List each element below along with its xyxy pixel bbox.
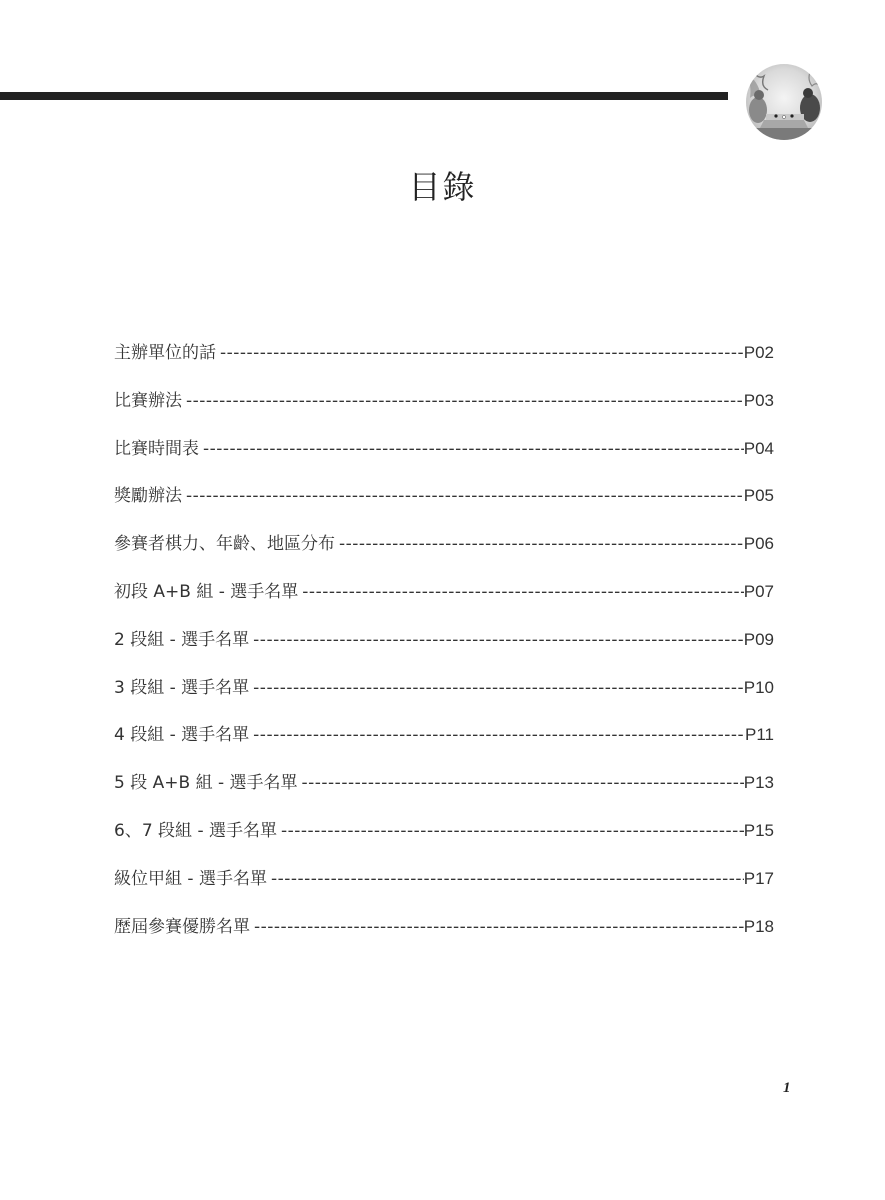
- toc-entry-label: 5 段 A+B 組 - 選手名單: [114, 773, 298, 794]
- toc-entry[interactable]: [114, 623, 774, 671]
- toc-dot-leader: [186, 384, 744, 418]
- toc-entry[interactable]: [114, 671, 774, 719]
- go-players-emblem-icon: [742, 62, 826, 142]
- toc-entry-page: P11: [745, 725, 774, 745]
- toc-dot-leader: [253, 718, 745, 752]
- toc-entry[interactable]: [114, 718, 774, 766]
- toc-dot-leader: [281, 814, 744, 848]
- toc-dot-leader: [203, 432, 744, 466]
- toc-entry[interactable]: [114, 910, 774, 958]
- toc-entry-label: 獎勵辦法: [114, 486, 182, 507]
- toc-entry-page: P03: [743, 390, 774, 410]
- toc-entry-page: P15: [743, 820, 774, 840]
- toc-entry[interactable]: [114, 432, 774, 480]
- page-number: 1: [783, 1080, 791, 1096]
- toc-entry[interactable]: [114, 766, 774, 814]
- toc-entry-label: 比賽時間表: [114, 438, 199, 459]
- toc-dot-leader: [271, 862, 744, 896]
- toc-entry[interactable]: [114, 575, 774, 623]
- toc-entry[interactable]: [114, 527, 774, 575]
- toc-entry-label: 初段 A+B 組 - 選手名單: [114, 581, 299, 602]
- toc-entry-label: 級位甲組 - 選手名單: [114, 868, 267, 889]
- toc-entry-page: P18: [743, 916, 774, 936]
- toc-entry-page: P04: [743, 438, 774, 458]
- toc-entry[interactable]: [114, 384, 774, 432]
- toc-entry[interactable]: [114, 479, 774, 527]
- toc-dot-leader: [253, 671, 744, 705]
- toc-entry-page: P10: [743, 677, 774, 697]
- toc-entry-label: 3 段組 - 選手名單: [114, 677, 250, 698]
- toc-dot-leader: [253, 623, 744, 657]
- toc-dot-leader: [302, 575, 743, 609]
- toc-entry-label: 6、7 段組 - 選手名單: [114, 820, 277, 841]
- toc-entry[interactable]: [114, 336, 774, 384]
- toc-entry-label: 2 段組 - 選手名單: [114, 629, 250, 650]
- toc-dot-leader: [302, 766, 744, 800]
- toc-entry-page: P06: [743, 534, 774, 554]
- toc-entry-label: 歷屆參賽優勝名單: [114, 916, 250, 937]
- toc-entry-label: 比賽辦法: [114, 390, 182, 411]
- toc-dot-leader: [220, 336, 744, 370]
- header-rule: [0, 92, 728, 100]
- toc-entry-page: P13: [743, 773, 774, 793]
- toc-entry-page: P09: [743, 629, 774, 649]
- toc-entry-page: P05: [743, 486, 774, 506]
- toc-dot-leader: [186, 479, 744, 513]
- toc-dot-leader: [339, 527, 744, 561]
- toc-entry-page: P02: [743, 343, 774, 362]
- table-of-contents: [114, 336, 774, 957]
- toc-entry-label: 參賽者棋力、年齡、地區分布: [114, 534, 335, 555]
- toc-dot-leader: [254, 910, 744, 944]
- toc-entry[interactable]: [114, 814, 774, 862]
- toc-entry-label: 4 段組 - 選手名單: [114, 725, 250, 746]
- page-title: 目錄: [408, 168, 477, 206]
- toc-entry-page: P07: [743, 581, 774, 601]
- toc-entry-label: 主辦單位的話: [114, 343, 216, 363]
- toc-entry-page: P17: [743, 868, 774, 888]
- toc-entry[interactable]: [114, 862, 774, 910]
